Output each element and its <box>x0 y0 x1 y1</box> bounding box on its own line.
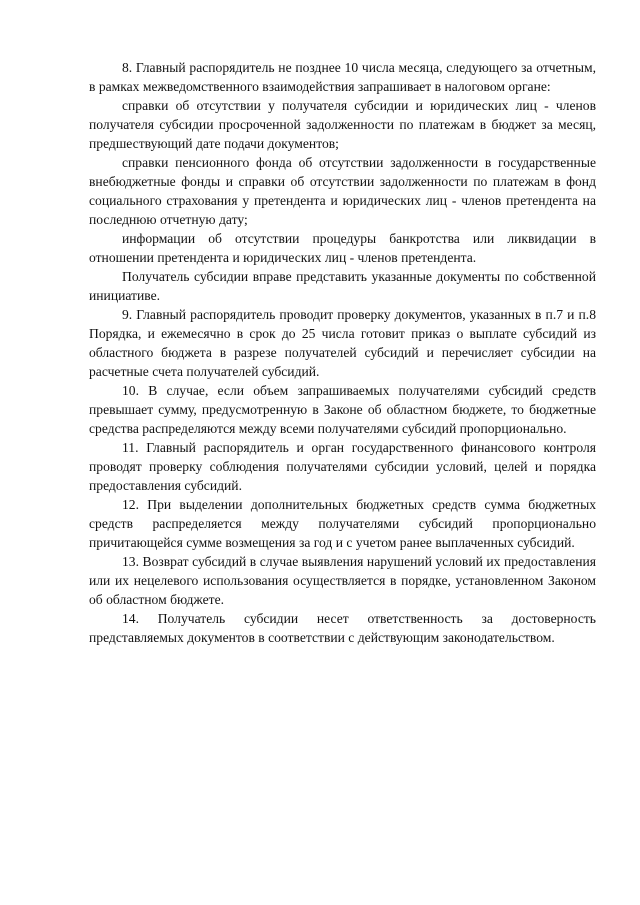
paragraph-item-8: 8. Главный распорядитель не позднее 10 числа месяца, следующего за отчетным, в рамках межведомственного взаимодействия запрашивает в налоговом органе: <box>89 60 596 94</box>
paragraph-item-14: 14. Получатель субсидии несет ответственность за достоверность представляемых документов в соответствии с действующим законодательством. <box>89 611 596 645</box>
paragraph-item-13: 13. Возврат субсидий в случае выявления нарушений условий их предоставления или их нецелевого использования осуществляется в порядке, установленном Законом об областном бюджете. <box>89 554 596 607</box>
document-body <box>89 58 596 647</box>
paragraph-item-11: 11. Главный распорядитель и орган государственного финансового контроля проводят проверку соблюдения получателями субсидии условий, целей и порядка предоставления субсидий. <box>89 440 596 493</box>
paragraph-pension-fund-certificate: справки пенсионного фонда об отсутствии задолженности в государственные внебюджетные фонды и справки об отсутствии задолженности по платежам в фонд социального страхования у претендента и юридических лиц - членов претендента на последнюю отчетную дату; <box>89 155 596 227</box>
paragraph-item-12: 12. При выделении дополнительных бюджетных средств сумма бюджетных средств распределяется между получателями субсидий пропорционально причитающейся сумме возмещения за год и с учетом ранее выплаченных субсидий. <box>89 497 596 550</box>
paragraph-tax-certificate: справки об отсутствии у получателя субсидии и юридических лиц - членов получателя субсидии просроченной задолженности по платежам в бюджет за месяц, предшествующий дате подачи документов; <box>89 98 596 151</box>
paragraph-item-9: 9. Главный распорядитель проводит проверку документов, указанных в п.7 и п.8 Порядка, и ежемесячно в срок до 25 числа готовит приказ о выплате субсидий из областного бюджета в разрезе получателей субсидий и перечисляет субсидии на расчетные счета получателей субсидий. <box>89 307 596 379</box>
paragraph-item-10: 10. В случае, если объем запрашиваемых получателями субсидий средств превышает сумму, предусмотренную в Законе об областном бюджете, то бюджетные средства распределяются между всеми получателями субсидий пропорционально. <box>89 383 596 436</box>
paragraph-bankruptcy-info: информации об отсутствии процедуры банкротства или ликвидации в отношении претендента и юридических лиц - членов претендента. <box>89 231 596 265</box>
paragraph-own-initiative: Получатель субсидии вправе представить указанные документы по собственной инициативе. <box>89 269 596 303</box>
